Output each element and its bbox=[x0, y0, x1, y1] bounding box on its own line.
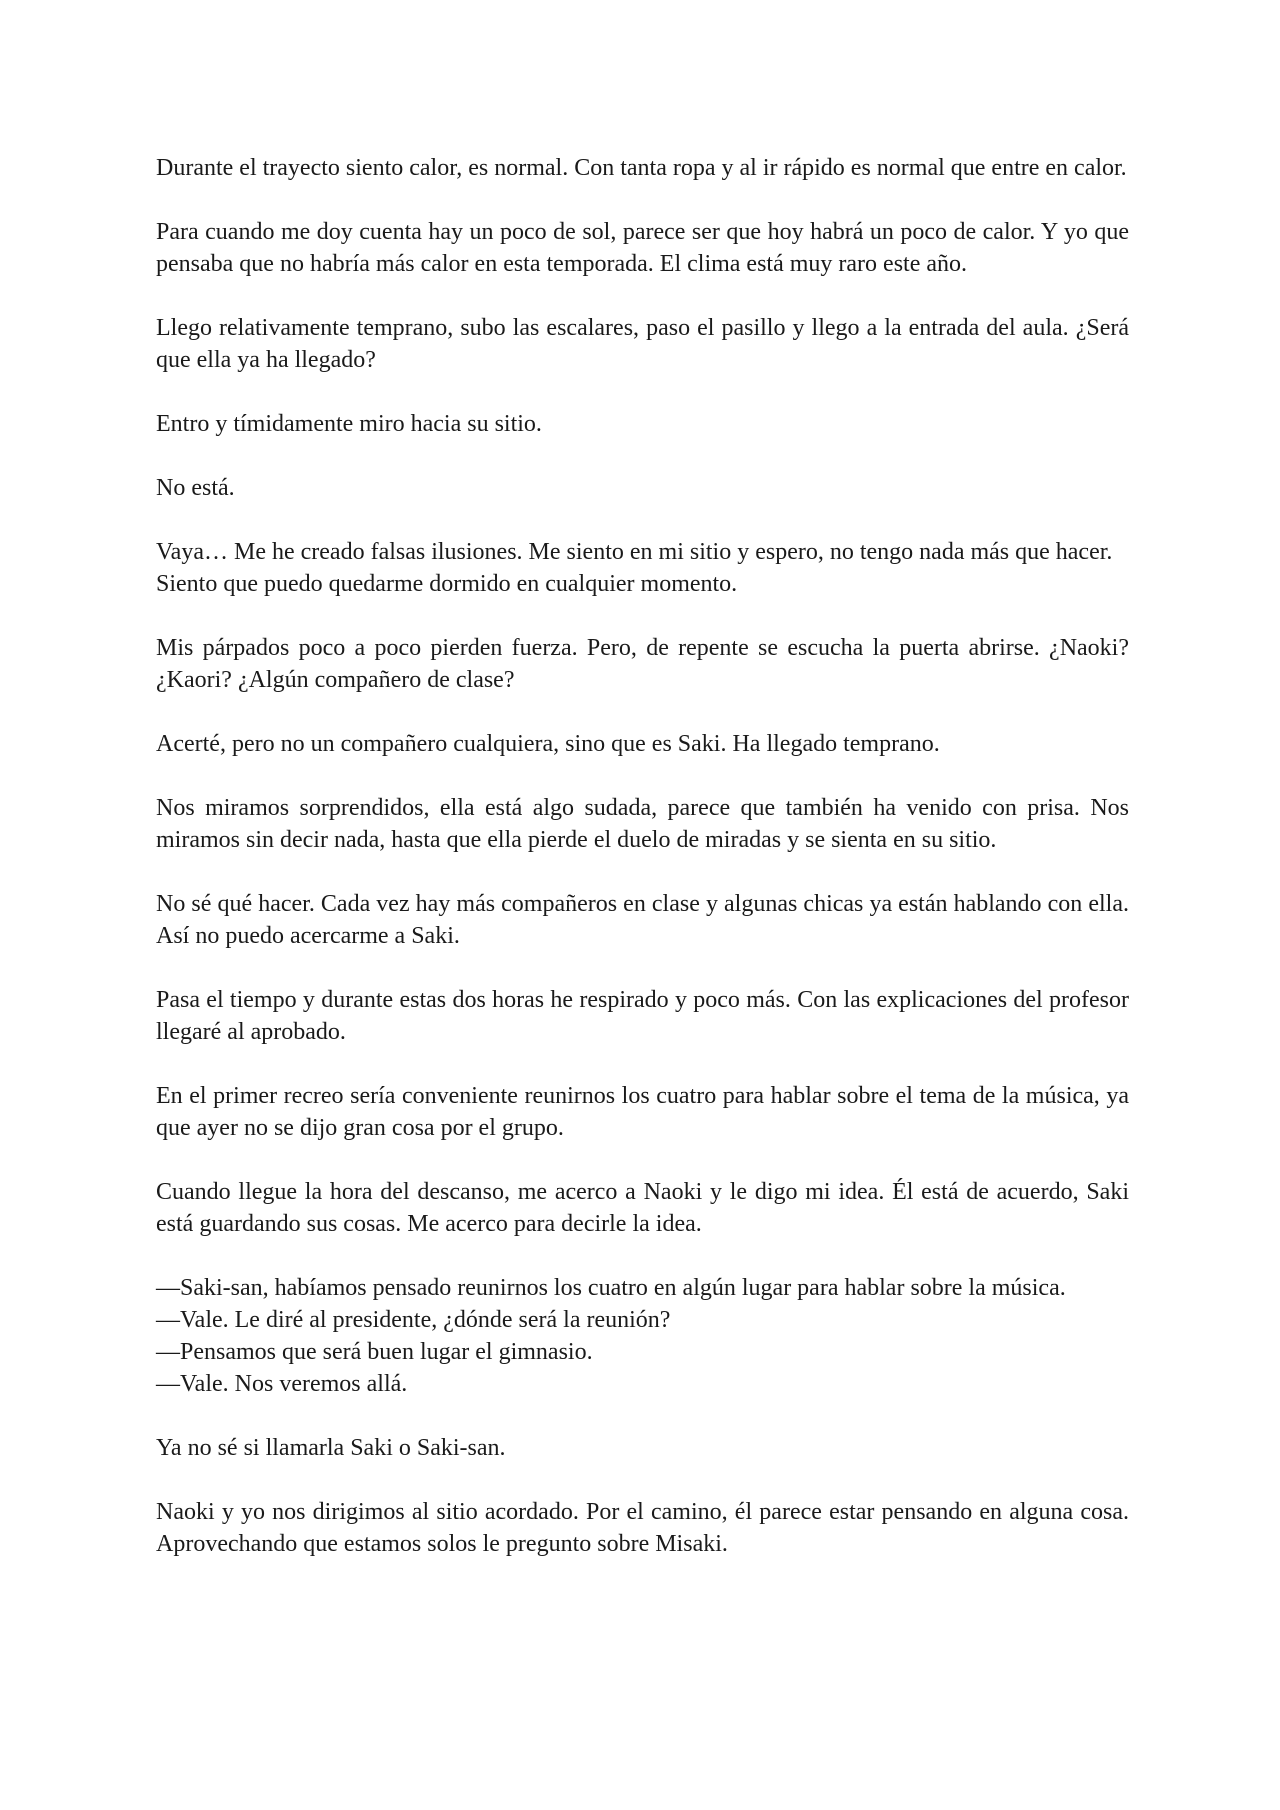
paragraph: Entro y tímidamente miro hacia su sitio. bbox=[156, 411, 542, 437]
paragraph-group bbox=[156, 536, 1129, 600]
paragraph: No está. bbox=[156, 475, 235, 501]
dialogue-line: —Vale. Le diré al presidente, ¿dónde será la reunión? bbox=[156, 1307, 671, 1333]
paragraph: Durante el trayecto siento calor, es normal. Con tanta ropa y al ir rápido es normal que entre en calor. bbox=[156, 155, 1127, 181]
dialogue-block bbox=[156, 1272, 1129, 1400]
paragraph: Nos miramos sorprendidos, ella está algo sudada, parece que también ha venido con prisa. Nos miramos sin decir nada, hasta que ella pierde el duelo de miradas y se sienta en su sitio. bbox=[156, 795, 1129, 853]
dialogue-line: —Saki-san, habíamos pensado reunirnos los cuatro en algún lugar para hablar sobre la música. bbox=[156, 1275, 1066, 1301]
dialogue-line: —Pensamos que será buen lugar el gimnasio. bbox=[156, 1339, 593, 1365]
paragraph: Para cuando me doy cuenta hay un poco de sol, parece ser que hoy habrá un poco de calor. Y yo que pensaba que no habría más calor en esta temporada. El clima está muy raro este año. bbox=[156, 219, 1129, 277]
paragraph: En el primer recreo sería conveniente reunirnos los cuatro para hablar sobre el tema de la música, ya que ayer no se dijo gran cosa por el grupo. bbox=[156, 1083, 1129, 1141]
paragraph-line: Vaya… Me he creado falsas ilusiones. Me siento en mi sitio y espero, no tengo nada más que hacer. bbox=[156, 539, 1113, 565]
paragraph: Pasa el tiempo y durante estas dos horas he respirado y poco más. Con las explicaciones del profesor llegaré al aprobado. bbox=[156, 987, 1129, 1045]
dialogue-line: —Vale. Nos veremos allá. bbox=[156, 1371, 408, 1397]
paragraph-line: Siento que puedo quedarme dormido en cualquier momento. bbox=[156, 571, 738, 597]
paragraph: Ya no sé si llamarla Saki o Saki-san. bbox=[156, 1435, 506, 1461]
document-body bbox=[156, 152, 1129, 1592]
paragraph: Mis párpados poco a poco pierden fuerza. Pero, de repente se escucha la puerta abrirse. ¿Naoki? ¿Kaori? ¿Algún compañero de clase? bbox=[156, 635, 1129, 693]
paragraph: No sé qué hacer. Cada vez hay más compañeros en clase y algunas chicas ya están hablando con ella. Así no puedo acercarme a Saki. bbox=[156, 891, 1129, 949]
paragraph: Acerté, pero no un compañero cualquiera, sino que es Saki. Ha llegado temprano. bbox=[156, 731, 940, 757]
paragraph: Cuando llegue la hora del descanso, me acerco a Naoki y le digo mi idea. Él está de acuerdo, Saki está guardando sus cosas. Me acerco para decirle la idea. bbox=[156, 1179, 1129, 1237]
paragraph: Naoki y yo nos dirigimos al sitio acordado. Por el camino, él parece estar pensando en alguna cosa. Aprovechando que estamos solos le pregunto sobre Misaki. bbox=[156, 1499, 1129, 1557]
paragraph: Llego relativamente temprano, subo las escalares, paso el pasillo y llego a la entrada del aula. ¿Será que ella ya ha llegado? bbox=[156, 315, 1129, 373]
